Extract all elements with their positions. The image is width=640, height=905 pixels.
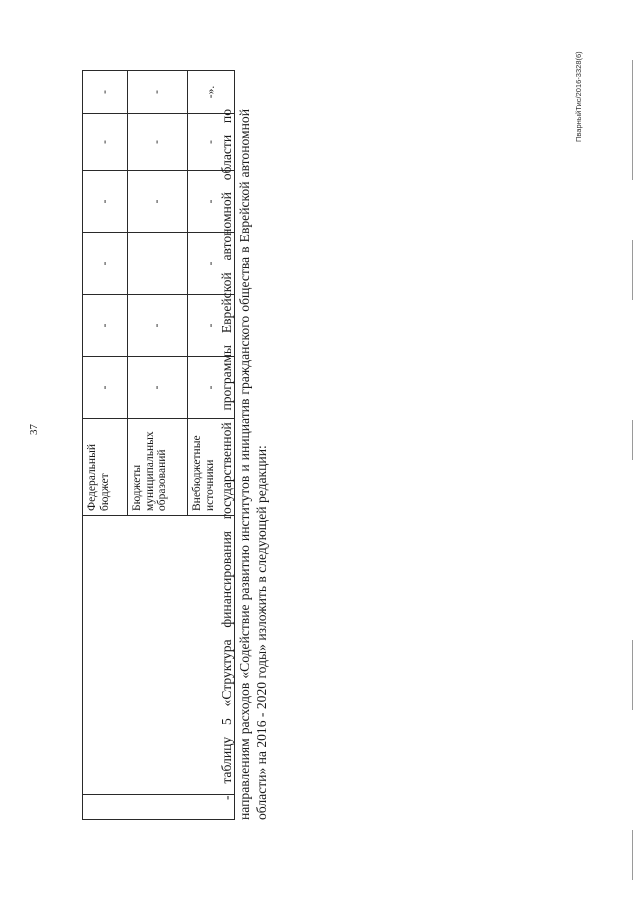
table-cell: - (83, 114, 128, 171)
financing-table (82, 70, 235, 820)
table-cell: - (188, 233, 235, 295)
table-row (83, 71, 128, 820)
row-label: Внебюджетные источники (188, 419, 235, 516)
scan-edge-line (632, 420, 633, 460)
table-cell: - (83, 295, 128, 357)
empty-cell (83, 795, 235, 820)
table-cell: - (128, 71, 188, 114)
table-cell (128, 233, 188, 295)
table-cell: - (128, 171, 188, 233)
scan-edge-line (632, 60, 633, 180)
table-cell: -». (188, 71, 235, 114)
scan-edge-line (632, 830, 633, 880)
table-cell: - (83, 233, 128, 295)
document-stamp: ПварныйТис/2016-3328(6) (574, 51, 583, 142)
table-cell: - (188, 295, 235, 357)
table-cell: - (128, 114, 188, 171)
page-number: 37 (28, 424, 40, 435)
empty-cell (83, 516, 235, 795)
table-cell: - (83, 357, 128, 419)
paragraph-text: - таблицу 5 «Структура финансирования государственной программы Еврейской автономной области по направлениям расходов «Содействие развитию институтов и инициатив гражданского общества в Еврейской автономной области» на 2016 - 2020 годы» изложить в следующей редакции: (219, 109, 269, 820)
table-cell: - (188, 114, 235, 171)
table-cell: - (83, 71, 128, 114)
body-paragraph (218, 109, 271, 820)
scan-edge-line (632, 240, 633, 300)
row-label: Бюджеты муниципальных образований (128, 419, 188, 516)
table-cell: - (128, 295, 188, 357)
row-label: Федеральный бюджет (83, 419, 128, 516)
table-cell: - (188, 171, 235, 233)
scan-edge-line (632, 640, 633, 710)
table-cell: - (128, 357, 188, 419)
table-cell: - (188, 357, 235, 419)
table-cell: - (83, 171, 128, 233)
